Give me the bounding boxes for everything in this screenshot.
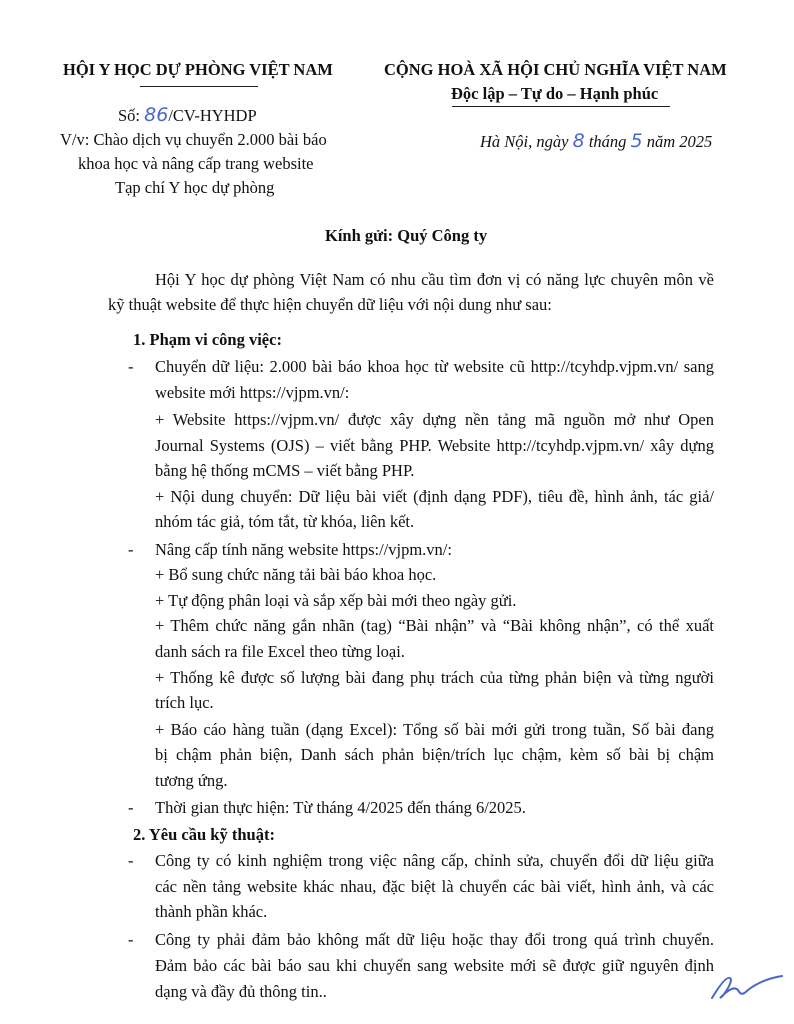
body-line: + Bổ sung chức năng tải bài báo khoa học. (155, 565, 437, 584)
subject-line-1: V/v: Chào dịch vụ chuyển 2.000 bài báo (60, 130, 327, 149)
body-line: bằng hệ thống mCMS – viết bằng PHP. (155, 461, 415, 480)
body-line: nhóm tác giả, tóm tắt, từ khóa, liên kết. (155, 512, 415, 531)
number-suffix: /CV-HYHDP (168, 106, 257, 125)
handwritten-month: 5 (630, 130, 643, 152)
body-line: + Thêm chức năng gắn nhãn (tag) “Bài nhận” và “Bài không nhận”, có thể xuất (155, 616, 714, 635)
body-line: Journal Systems (OJS) – viết bằng PHP. Website http://tcyhdp.vjpm.vn/ xây dựng (155, 436, 714, 455)
handwritten-day: 8 (572, 130, 585, 152)
bullet-marker: - (128, 798, 134, 817)
date-place: Hà Nội, ngày (480, 132, 569, 151)
body-line: danh sách ra file Excel theo từng loại. (155, 642, 405, 661)
motto: Độc lập – Tự do – Hạnh phúc (451, 84, 659, 103)
body-line: Thời gian thực hiện: Từ tháng 4/2025 đến tháng 6/2025. (155, 798, 526, 817)
number-prefix: Số: (118, 106, 141, 125)
body-line: Đảm bảo các bài báo sau khi chuyển sang website mới sẽ được giữ nguyên định (155, 956, 714, 975)
bullet-marker: - (128, 540, 134, 559)
body-line: thành phần khác. (155, 902, 268, 921)
body-line: dạng và đầy đủ thông tin.. (155, 982, 327, 1001)
body-line: bị chậm phản biện, Danh sách phản biện/trích lục chậm, kèm số bài bị chậm (155, 745, 714, 764)
org-name: HỘI Y HỌC DỰ PHÒNG VIỆT NAM (63, 60, 333, 79)
body-line: + Nội dung chuyển: Dữ liệu bài viết (định dạng PDF), tiêu đề, hình ảnh, tác giả/ (155, 487, 714, 506)
bullet-marker: - (128, 357, 134, 376)
subject-line-3: Tạp chí Y học dự phòng (115, 178, 275, 197)
body-line: + Tự động phân loại và sắp xếp bài mới theo ngày gửi. (155, 591, 517, 610)
signature-initial (706, 968, 786, 1008)
section-heading-1: 1. Phạm vi công việc: (133, 330, 282, 349)
bullet-marker: - (128, 851, 134, 870)
section-heading-2: 2. Yêu cầu kỹ thuật: (133, 825, 275, 844)
date-year: năm 2025 (646, 132, 713, 151)
body-line: trích lục. (155, 693, 214, 712)
date-month-label: tháng (588, 132, 627, 151)
recipient: Kính gửi: Quý Công ty (325, 226, 488, 245)
body-line: tương ứng. (155, 771, 228, 790)
body-line: Công ty phải đảm bảo không mất dữ liệu hoặc thay đổi trong quá trình chuyển. (155, 930, 714, 949)
subject-line-2: khoa học và nâng cấp trang website (78, 154, 314, 173)
body-line: Chuyển dữ liệu: 2.000 bài báo khoa học từ website cũ http://tcyhdp.vjpm.vn/ sang (155, 357, 714, 376)
body-line: + Thống kê được số lượng bài đang phụ trách của từng phản biện và từng người (155, 668, 714, 687)
handwritten-number: 86 (144, 104, 169, 126)
body-line: Công ty có kinh nghiệm trong việc nâng cấp, chỉnh sửa, chuyển đổi dữ liệu giữa (155, 851, 714, 870)
intro-line-2: kỹ thuật website để thực hiện chuyển dữ liệu với nội dung như sau: (108, 295, 552, 314)
republic-title: CỘNG HOÀ XÃ HỘI CHỦ NGHĨA VIỆT NAM (384, 60, 727, 79)
body-line: + Báo cáo hàng tuần (dạng Excel): Tổng số bài mới gửi trong tuần, Số bài đang (155, 720, 714, 739)
body-line: Nâng cấp tính năng website https://vjpm.vn/: (155, 540, 452, 559)
bullet-marker: - (128, 930, 134, 949)
body-line: các nền tảng website khác nhau, đặc biệt là chuyển các bài viết, hình ảnh, và các (155, 877, 714, 896)
intro-line-1: Hội Y học dự phòng Việt Nam có nhu cầu tìm đơn vị có năng lực chuyên môn về (155, 270, 714, 289)
body-line: website mới https://vjpm.vn/: (155, 383, 350, 402)
body-line: + Website https://vjpm.vn/ được xây dựng nền tảng mã nguồn mở như Open (155, 410, 714, 429)
